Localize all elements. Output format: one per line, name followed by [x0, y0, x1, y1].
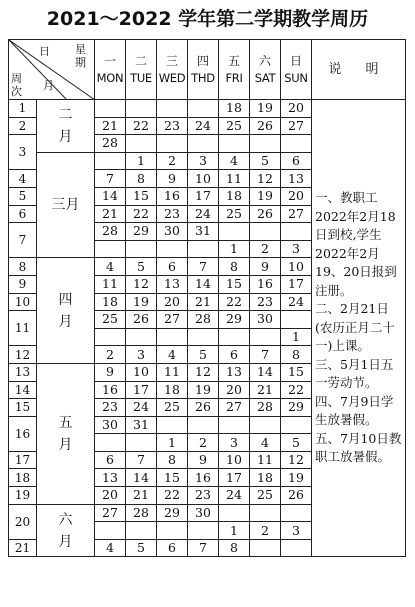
date-cell: 21	[95, 117, 126, 135]
date-cell	[281, 504, 312, 522]
week-number: 16	[9, 416, 37, 451]
date-cell: 28	[95, 223, 126, 241]
date-cell: 11	[219, 170, 250, 188]
date-cell: 28	[95, 135, 126, 153]
date-cell: 18	[219, 187, 250, 205]
day-header-cn: 三	[165, 53, 178, 68]
date-cell: 3	[281, 240, 312, 258]
date-cell: 18	[95, 293, 126, 311]
date-cell: 19	[250, 100, 281, 118]
date-cell: 12	[250, 170, 281, 188]
date-cell: 7	[188, 539, 219, 557]
date-cell	[157, 328, 188, 346]
date-cell: 10	[281, 258, 312, 276]
date-cell: 16	[250, 275, 281, 293]
date-cell	[126, 240, 157, 258]
date-cell: 21	[188, 293, 219, 311]
date-cell: 16	[95, 381, 126, 399]
date-cell	[188, 100, 219, 118]
week-number: 18	[9, 469, 37, 487]
date-cell: 1	[126, 152, 157, 170]
date-cell	[157, 100, 188, 118]
date-cell: 15	[219, 275, 250, 293]
date-cell: 14	[95, 187, 126, 205]
date-cell: 22	[126, 117, 157, 135]
date-cell	[250, 328, 281, 346]
date-cell: 28	[188, 311, 219, 329]
date-cell: 2	[250, 522, 281, 540]
date-cell	[281, 135, 312, 153]
date-cell: 22	[126, 205, 157, 223]
date-cell: 17	[126, 381, 157, 399]
date-cell: 24	[219, 487, 250, 505]
date-cell: 4	[95, 258, 126, 276]
date-cell	[281, 539, 312, 557]
date-cell: 18	[219, 100, 250, 118]
date-cell: 3	[281, 522, 312, 540]
week-number: 8	[9, 258, 37, 276]
date-cell: 10	[219, 451, 250, 469]
date-cell: 30	[188, 504, 219, 522]
month-label-mar: 三月	[37, 152, 95, 258]
date-cell: 11	[95, 275, 126, 293]
week-number: 21	[9, 539, 37, 557]
date-cell: 28	[250, 399, 281, 417]
date-cell: 22	[219, 293, 250, 311]
date-cell: 4	[250, 434, 281, 452]
corner-week-label: 周	[11, 72, 22, 85]
date-cell: 19	[281, 469, 312, 487]
day-header-cn: 二	[134, 53, 147, 68]
week-number: 15	[9, 399, 37, 417]
date-cell	[219, 328, 250, 346]
date-cell	[126, 328, 157, 346]
date-cell	[126, 135, 157, 153]
corner-month-label: 月	[43, 79, 54, 92]
date-cell	[250, 539, 281, 557]
date-cell: 26	[250, 205, 281, 223]
date-cell: 25	[219, 117, 250, 135]
date-cell	[157, 240, 188, 258]
date-cell	[157, 416, 188, 434]
date-cell: 18	[157, 381, 188, 399]
date-cell: 11	[157, 363, 188, 381]
day-header-cn: 一	[103, 53, 116, 68]
date-cell	[281, 311, 312, 329]
date-cell: 1	[219, 522, 250, 540]
day-header-cn: 六	[258, 53, 271, 68]
date-cell: 10	[126, 363, 157, 381]
month-label-jun: 六 月	[37, 504, 95, 557]
date-cell: 2	[188, 434, 219, 452]
date-cell: 20	[95, 487, 126, 505]
week-number: 6	[9, 205, 37, 223]
date-cell: 15	[157, 469, 188, 487]
note-item: 五、7月10日教职工放暑假。	[315, 430, 402, 465]
week-number: 14	[9, 381, 37, 399]
date-cell: 24	[126, 399, 157, 417]
date-cell: 13	[95, 469, 126, 487]
date-cell: 6	[281, 152, 312, 170]
date-cell	[95, 328, 126, 346]
notes-column	[312, 100, 406, 557]
date-cell: 5	[126, 539, 157, 557]
date-cell: 15	[126, 187, 157, 205]
date-cell: 21	[250, 381, 281, 399]
date-cell: 31	[126, 416, 157, 434]
date-cell: 20	[281, 100, 312, 118]
date-cell	[219, 135, 250, 153]
date-cell: 23	[157, 205, 188, 223]
date-cell	[126, 100, 157, 118]
date-cell: 19	[250, 187, 281, 205]
date-cell: 27	[157, 311, 188, 329]
date-cell: 20	[281, 187, 312, 205]
date-cell: 18	[250, 469, 281, 487]
week-number: 7	[9, 223, 37, 258]
date-cell: 26	[126, 311, 157, 329]
day-header-en: WED	[158, 70, 186, 85]
date-cell	[188, 416, 219, 434]
date-cell: 12	[188, 363, 219, 381]
date-cell: 5	[250, 152, 281, 170]
date-cell	[250, 504, 281, 522]
date-cell: 22	[157, 487, 188, 505]
day-header-cn: 日	[289, 53, 302, 68]
date-cell	[219, 416, 250, 434]
date-cell	[95, 522, 126, 540]
date-cell: 5	[188, 346, 219, 364]
date-cell: 14	[250, 363, 281, 381]
date-cell: 1	[157, 434, 188, 452]
date-cell: 22	[281, 381, 312, 399]
date-cell: 12	[281, 451, 312, 469]
date-cell: 19	[188, 381, 219, 399]
day-header-mon	[95, 40, 126, 100]
date-cell: 4	[219, 152, 250, 170]
date-cell: 15	[281, 363, 312, 381]
date-cell: 7	[95, 170, 126, 188]
week-number: 13	[9, 363, 37, 381]
date-cell: 9	[250, 258, 281, 276]
day-header-fri	[219, 40, 250, 100]
date-cell	[188, 240, 219, 258]
date-cell: 29	[219, 311, 250, 329]
date-cell	[250, 135, 281, 153]
week-number: 4	[9, 170, 37, 188]
date-cell	[188, 135, 219, 153]
date-cell: 25	[157, 399, 188, 417]
date-cell: 10	[188, 170, 219, 188]
date-cell: 23	[250, 293, 281, 311]
month-label-may: 五 月	[37, 363, 95, 504]
date-cell	[157, 522, 188, 540]
date-cell: 23	[188, 487, 219, 505]
date-cell: 2	[157, 152, 188, 170]
date-cell: 25	[250, 487, 281, 505]
month-label-feb: 二 月	[37, 100, 95, 153]
date-cell: 12	[126, 275, 157, 293]
date-cell	[250, 223, 281, 241]
date-cell: 27	[95, 504, 126, 522]
date-cell: 3	[219, 434, 250, 452]
date-cell: 3	[126, 346, 157, 364]
date-cell: 1	[281, 328, 312, 346]
date-cell: 7	[188, 258, 219, 276]
date-cell: 1	[219, 240, 250, 258]
week-number: 5	[9, 187, 37, 205]
week-number: 1	[9, 100, 37, 118]
date-cell	[126, 522, 157, 540]
date-cell	[188, 522, 219, 540]
note-item: 三、5月1日五一劳动节。	[315, 356, 394, 391]
week-number: 3	[9, 135, 37, 170]
date-cell: 26	[250, 117, 281, 135]
note-item: 一、教职工2022年2月18日到校,学生2022年2月19、20日报到注册。	[315, 190, 397, 298]
date-cell	[219, 504, 250, 522]
note-item: 二、2月21日(农历正月二十一)上课。	[315, 301, 395, 354]
date-cell: 27	[281, 117, 312, 135]
date-cell	[95, 434, 126, 452]
date-cell: 6	[157, 539, 188, 557]
week-number: 20	[9, 504, 37, 539]
date-cell	[219, 223, 250, 241]
date-cell: 8	[157, 451, 188, 469]
date-cell: 14	[126, 469, 157, 487]
date-cell: 20	[157, 293, 188, 311]
date-cell: 24	[188, 117, 219, 135]
date-cell: 9	[188, 451, 219, 469]
date-cell: 3	[188, 152, 219, 170]
page-title: 2021～2022 学年第二学期教学周历	[46, 8, 369, 30]
date-cell	[95, 240, 126, 258]
day-header-cn: 四	[196, 53, 209, 68]
date-cell: 29	[126, 223, 157, 241]
date-cell: 13	[281, 170, 312, 188]
date-cell	[250, 416, 281, 434]
notes-header: 说 明	[312, 40, 406, 100]
date-cell: 16	[188, 469, 219, 487]
week-number: 19	[9, 487, 37, 505]
date-cell	[157, 135, 188, 153]
date-cell: 30	[95, 416, 126, 434]
date-cell: 23	[157, 117, 188, 135]
date-cell	[95, 152, 126, 170]
date-cell: 26	[281, 487, 312, 505]
date-cell	[188, 328, 219, 346]
date-cell: 9	[95, 363, 126, 381]
date-cell: 30	[250, 311, 281, 329]
date-cell: 8	[219, 258, 250, 276]
day-header-en: TUE	[130, 70, 152, 85]
date-cell: 5	[126, 258, 157, 276]
week-number: 17	[9, 451, 37, 469]
date-cell: 20	[219, 381, 250, 399]
date-cell: 17	[219, 469, 250, 487]
date-cell: 8	[126, 170, 157, 188]
day-header-sat	[250, 40, 281, 100]
date-cell: 24	[281, 293, 312, 311]
header-corner	[9, 40, 95, 100]
corner-day-label: 日	[39, 45, 50, 58]
date-cell: 21	[126, 487, 157, 505]
date-cell: 2	[95, 346, 126, 364]
day-header-en: SAT	[254, 70, 276, 85]
date-cell: 8	[281, 346, 312, 364]
corner-star-label: 星	[75, 43, 86, 56]
note-item: 四、7月9日学生放暑假。	[315, 393, 394, 428]
date-cell: 9	[157, 170, 188, 188]
date-cell: 31	[188, 223, 219, 241]
date-cell: 4	[157, 346, 188, 364]
date-cell: 11	[250, 451, 281, 469]
date-cell: 19	[126, 293, 157, 311]
day-header-sun	[281, 40, 312, 100]
month-label-apr: 四 月	[37, 258, 95, 364]
date-cell: 13	[219, 363, 250, 381]
date-cell: 27	[219, 399, 250, 417]
date-cell: 25	[219, 205, 250, 223]
date-cell: 8	[219, 539, 250, 557]
date-cell: 2	[250, 240, 281, 258]
date-cell: 13	[157, 275, 188, 293]
day-header-tue	[126, 40, 157, 100]
date-cell: 6	[219, 346, 250, 364]
week-number: 11	[9, 311, 37, 346]
date-cell: 5	[281, 434, 312, 452]
week-number: 10	[9, 293, 37, 311]
day-header-en: THD	[191, 70, 215, 85]
date-cell: 25	[95, 311, 126, 329]
date-cell	[281, 223, 312, 241]
date-cell: 4	[95, 539, 126, 557]
day-header-en: MON	[96, 70, 124, 85]
day-header-thd	[188, 40, 219, 100]
date-cell: 17	[281, 275, 312, 293]
date-cell: 27	[281, 205, 312, 223]
calendar-table	[8, 39, 406, 557]
week-number: 9	[9, 275, 37, 293]
date-cell: 7	[250, 346, 281, 364]
date-cell: 24	[188, 205, 219, 223]
date-cell: 14	[188, 275, 219, 293]
day-header-wed	[157, 40, 188, 100]
date-cell: 6	[157, 258, 188, 276]
day-header-en: SUN	[284, 70, 308, 85]
date-cell: 6	[95, 451, 126, 469]
date-cell: 30	[157, 223, 188, 241]
date-cell: 23	[95, 399, 126, 417]
date-cell	[126, 434, 157, 452]
date-cell: 28	[126, 504, 157, 522]
week-number: 12	[9, 346, 37, 364]
date-cell: 21	[95, 205, 126, 223]
date-cell: 29	[157, 504, 188, 522]
date-cell: 16	[157, 187, 188, 205]
date-cell: 7	[126, 451, 157, 469]
corner-ci-label: 次	[11, 85, 22, 98]
day-header-en: FRI	[225, 70, 243, 85]
date-cell: 17	[188, 187, 219, 205]
date-cell	[281, 416, 312, 434]
day-header-cn: 五	[227, 53, 240, 68]
corner-period-label: 期	[75, 56, 86, 69]
date-cell	[95, 100, 126, 118]
date-cell: 26	[188, 399, 219, 417]
week-number: 2	[9, 117, 37, 135]
date-cell: 29	[281, 399, 312, 417]
